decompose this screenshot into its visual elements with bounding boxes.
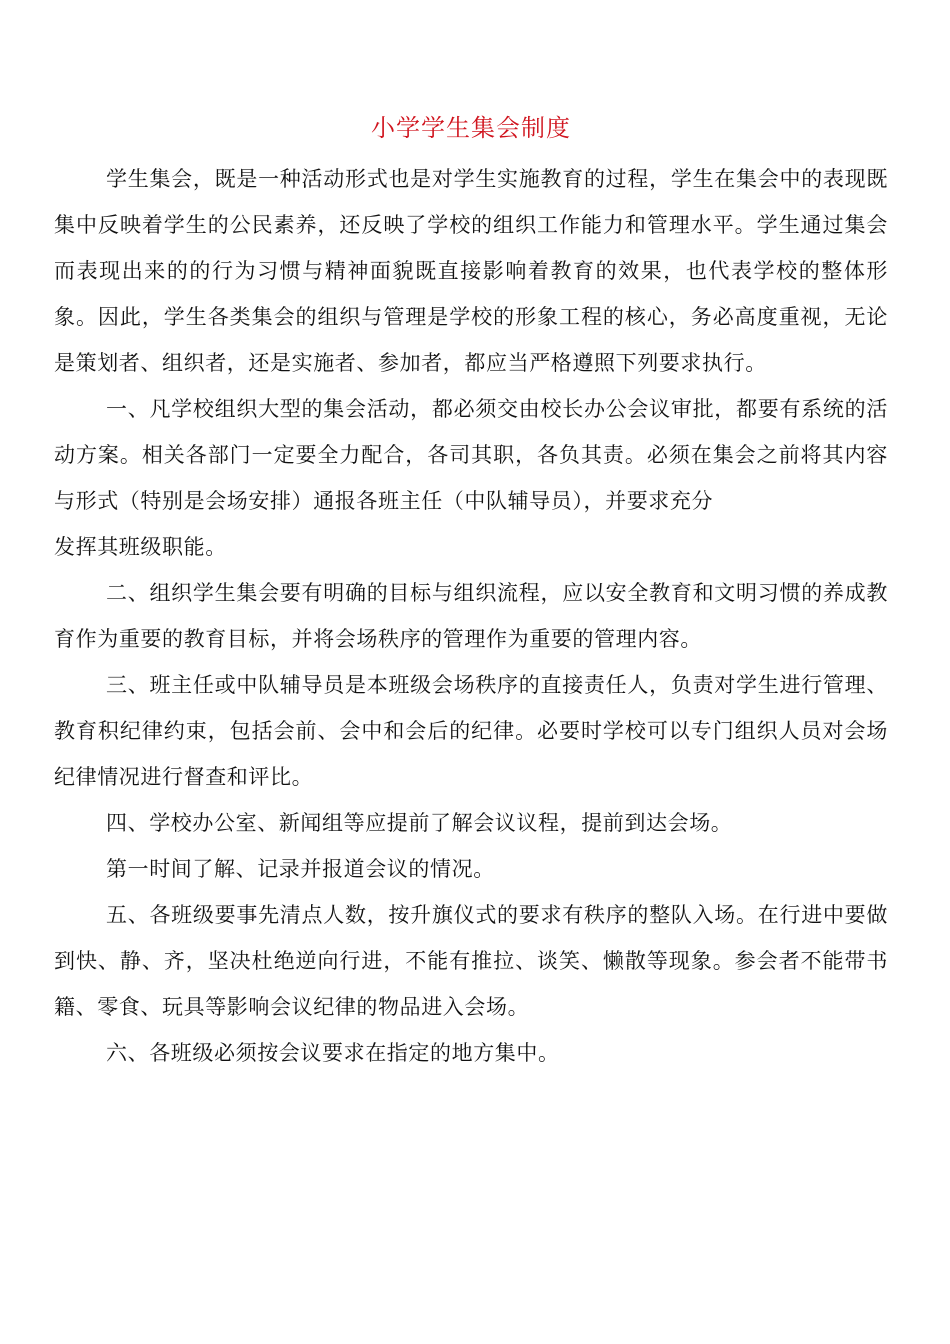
document-body <box>54 156 888 1076</box>
document-title: 小学学生集会制度 <box>371 114 571 142</box>
document-page <box>54 0 888 1344</box>
paragraph-intro: 学生集会，既是一种活动形式也是对学生实施教育的过程，学生在集会中的表现既集中反映着学生的公民素养，还反映了学校的组织工作能力和管理水平。学生通过集会而表现出来的的行为习惯与精神面貌既直接影响着教育的效果，也代表学校的整体形象。因此，学生各类集会的组织与管理是学校的形象工程的核心，务必高度重视，无论是策划者、组织者，还是实施者、参加者，都应当严格遵照下列要求执行。 <box>54 167 888 375</box>
paragraph-item-1-continued: 发挥其班级职能。 <box>54 535 227 559</box>
paragraph-item-4: 四、学校办公室、新闻组等应提前了解会议议程，提前到达会场。 <box>106 811 733 835</box>
paragraph-item-4-note: 第一时间了解、记录并报道会议的情况。 <box>106 857 495 881</box>
paragraph-item-5: 五、各班级要事先清点人数，按升旗仪式的要求有秩序的整队入场。在行进中要做到快、静、齐，坚决杜绝逆向行进，不能有推拉、谈笑、懒散等现象。参会者不能带书籍、零食、玩具等影响会议纪律的物品进入会场。 <box>54 903 888 1019</box>
paragraph-item-6: 六、各班级必须按会议要求在指定的地方集中。 <box>106 1041 560 1065</box>
paragraph-item-3: 三、班主任或中队辅导员是本班级会场秩序的直接责任人，负责对学生进行管理、教育积纪律约束，包括会前、会中和会后的纪律。必要时学校可以专门组织人员对会场纪律情况进行督查和评比。 <box>54 673 888 789</box>
paragraph-item-2: 二、组织学生集会要有明确的目标与组织流程，应以安全教育和文明习惯的养成教育作为重要的教育目标，并将会场秩序的管理作为重要的管理内容。 <box>54 581 888 651</box>
paragraph-item-1: 一、凡学校组织大型的集会活动，都必须交由校长办公会议审批，都要有系统的活动方案。相关各部门一定要全力配合，各司其职，各负其责。必须在集会之前将其内容与形式（特别是会场安排）通报各班主任（中队辅导员），并要求充分 <box>54 397 888 513</box>
